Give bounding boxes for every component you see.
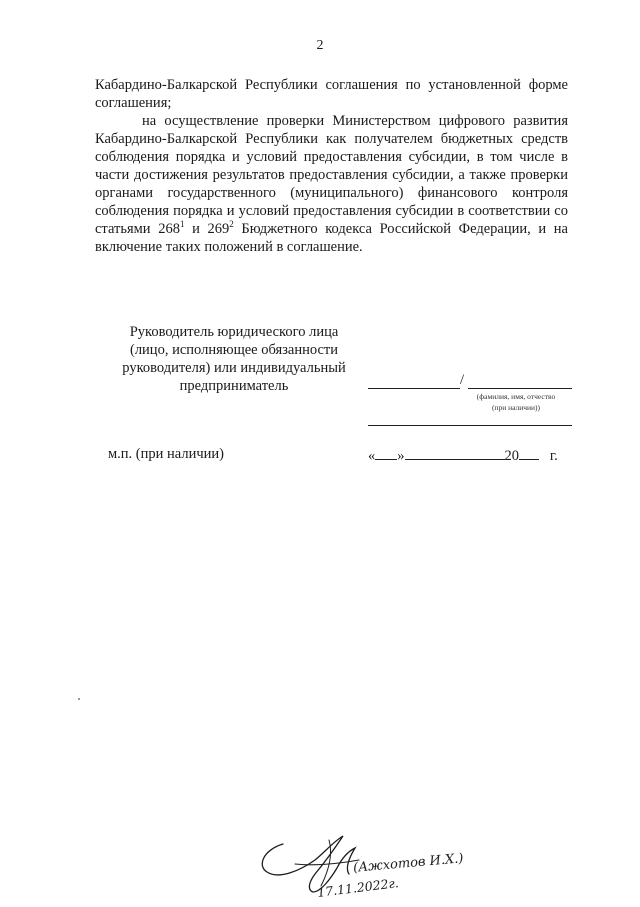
scan-mark: [78, 698, 80, 700]
footnote-superscript: 1: [179, 219, 185, 230]
page-number: 2: [316, 38, 324, 53]
paragraph-text: Бюджетного кодекса Российской Федерации, и на включение таких положений в соглашение.: [95, 221, 568, 255]
paragraph-text: Кабардино-Балкарской Республики соглашения по установленной форме соглашения;: [95, 77, 568, 111]
date-field: [368, 446, 572, 465]
signer-line: Руководитель юридического лица: [129, 324, 339, 340]
caption-line: (при наличии)): [491, 403, 541, 412]
date-close-quote: »: [397, 448, 405, 464]
paragraph-verification-consent: [95, 112, 568, 256]
footnote-superscript: 2: [229, 219, 234, 230]
year-suffix: г.: [549, 448, 558, 464]
extra-line: [368, 425, 572, 426]
signer-line: предприниматель: [179, 378, 289, 394]
signer-line: (лицо, исполняющее обязанности: [129, 342, 339, 358]
signature-line[interactable]: [368, 388, 460, 389]
paragraph-text: на осуществление проверки Министерством цифрового развития Кабардино-Балкарской Республики как получателем бюджетных средств соблюдения порядка и условий предоставления субсидии, в том числе в части достижения результатов предоставления субсидии, а также проверки органами государственного (муниципального) финансового контроля соблюдения порядка и условий предоставления субсидии в соответствии со статьями 268: [95, 113, 568, 237]
day-blank[interactable]: [375, 446, 397, 460]
handwritten-signature: [255, 830, 505, 902]
month-blank[interactable]: [405, 446, 505, 460]
paragraph-continuation: [95, 76, 568, 112]
signer-line: руководителя) или индивидуальный: [122, 360, 346, 376]
signature-separator: /: [460, 372, 465, 388]
paragraph-text: и 269: [184, 221, 230, 237]
document-body: [95, 76, 568, 256]
signer-title: [108, 323, 360, 395]
signature-field: [368, 372, 572, 432]
year-blank[interactable]: [519, 446, 539, 460]
year-prefix: 20: [504, 448, 519, 464]
signature-caption: [460, 391, 572, 413]
date-open-quote: «: [368, 448, 376, 464]
stamp-label: м.п. (при наличии): [108, 446, 224, 462]
caption-line: (фамилия, имя, отчество: [476, 392, 556, 401]
handwritten-name: (Ажхотов И.Х.): [352, 851, 465, 876]
handwritten-date: 17.11.2022г.: [316, 875, 400, 900]
name-line[interactable]: [468, 388, 572, 389]
